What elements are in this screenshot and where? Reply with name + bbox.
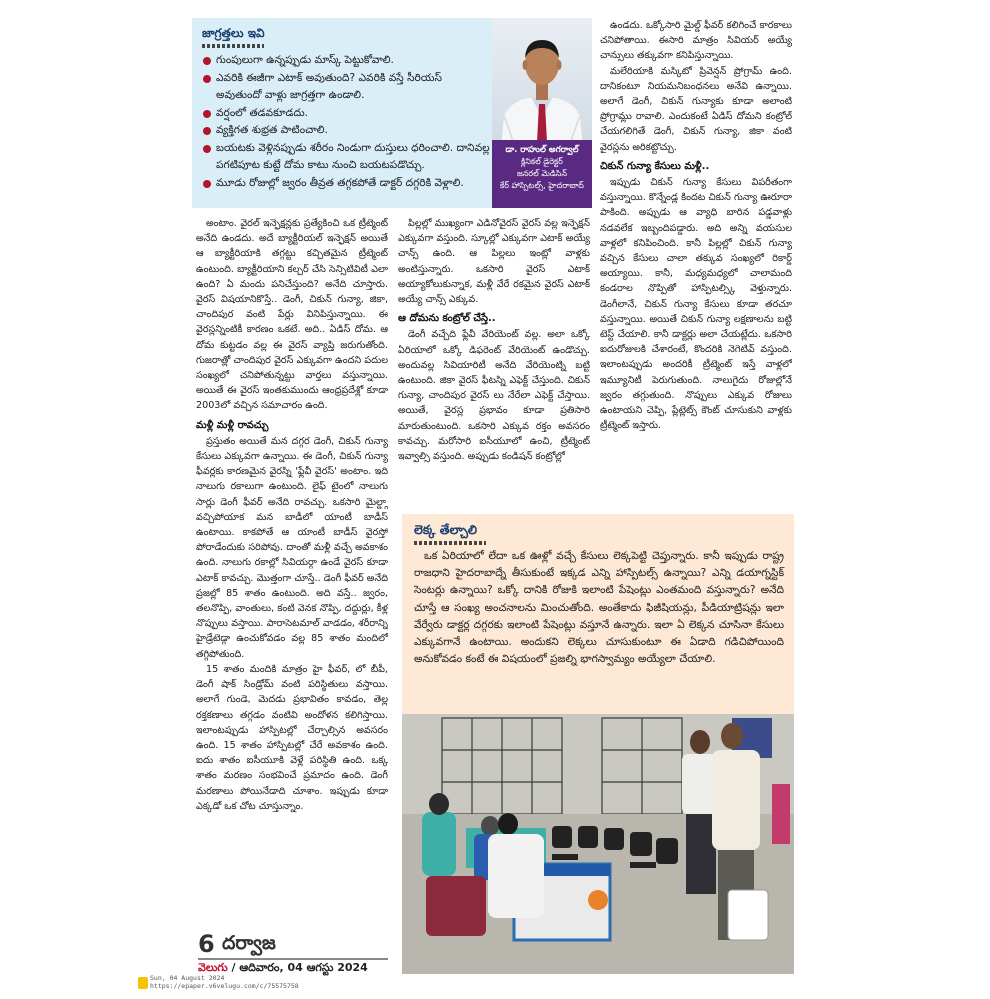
- doctor-department: జనరల్ మెడిసిన్: [516, 169, 568, 178]
- paragraph: ఇప్పుడు చికున్ గున్యా కేసులు విపరీతంగా వస్తున్నాయి. కొన్నేండ్ల కిందట చికున్ గున్యా ఊరూరా పాకింది. అప్పుడు ఆ వ్యాధి బారిన పడ్డవాళ్లు నడవలేక ఇబ్బందిపడ్డారు. అది అన్ని వయసుల వాళ్లలో కనిపించింది. కానీ పిల్లల్లో చికున్ గున్యా వచ్చిన కేసులు చాలా తక్కువ సంఖ్యలో రికార్డ్ అయ్యాయి. కానీ, మధ్యమధ్యలో చాలామంది కండరాల నొప్పితో హాస్పిటల్స్కి వెళ్తున్నారు. డెంగీలానే, చికున్ గున్యా కేసులు కూడా తరచూ వస్తున్నాయి. అయితే చికున్ గున్యా లక్షణాలను బట్టి టెస్ట్ చేయాలి. కానీ డాక్టర్లు అలా చేయట్లేదు. ఒకసారి ఐదురోజులకి చేశారంటే, కొందరికి నెగెటివ్ వస్తుంది. ఇలాంటప్పుడు అందరికీ ట్రీట్మెంట్ ఇస్తే వాళ్లలో ఇమ్యూనిటీ పెరుగుతుంది. నాలుగైదు రోజుల్లోనే జ్వరం తగ్గుతుంది. నొప్పులు ఎక్కువ రోజులు ఉంటాయని చెప్పి, ప్లేట్లెట్స్ కౌంట్ చూసుకుని వాళ్లకు ట్రీట్మెంట్ ఇస్తారు.: [600, 177, 792, 432]
- watermark-url: https://epaper.v6velugu.com/c/75575758: [150, 982, 299, 990]
- tip-item: ఎవరికి ఈజీగా ఎటాక్ అవుతుంది? ఎవరికి వస్తే సీరియస్ అవుతుందో వాళ్లు జాగ్రత్తగా ఉండాలి.: [202, 70, 490, 105]
- paragraph: పిల్లల్లో ముఖ్యంగా ఎడినోవైరస్ వైరస్ వల్ల ఇన్ఫెక్షన్ ఎక్కువగా వస్తుంది. స్కూల్లో ఎక్కువగా ఎటాక్ అయ్యే చాన్స్ ఉంది. ఆ పిల్లలు ఇంట్లో వాళ్లకు అంటిస్తున్నారు. ఒకసారి వైరస్ ఎటాక్ అయ్యాకోలుకున్నాక, మళ్లీ వేరే రకమైన వైరస్ ఎటాక్ అయ్యే చాన్స్ ఎక్కువ.: [398, 218, 590, 306]
- lekka-box: [402, 514, 794, 714]
- tip-item: గుంపులుగా ఉన్నప్పుడు మాస్క్ పెట్టుకోవాలి.: [202, 52, 490, 70]
- epaper-watermark: [150, 974, 299, 990]
- article-column-1: [196, 216, 388, 920]
- tips-box: [192, 18, 492, 208]
- article-column-3: [600, 18, 792, 506]
- tips-title: జాగ్రత్తలు ఇవి: [202, 26, 265, 40]
- page-number: 6: [198, 930, 215, 958]
- tip-item: బయటకు వెళ్లినప్పుడు శరీరం నిండుగా దుస్తులు ధరించాలి. దానివల్ల పగటిపూట కుట్టే దోమ కాటు నుంచి బయటపడొచ్చు.: [202, 140, 490, 175]
- tip-item: వర్షంలో తడవకూడదు.: [202, 105, 490, 123]
- paragraph: ఉండదు. ఒక్కోసారి మైల్డ్ ఫీవర్ కలిగించే కారకాలు చనిపోతాయి. ఈసారి మాత్రం సివియర్ అయ్యే చాన్సులు తక్కువగా కనిపిస్తున్నాయి.: [600, 20, 792, 62]
- article-column-2: [398, 216, 590, 506]
- doctor-role: క్లినికల్ డైరెక్టర్: [521, 157, 563, 166]
- brand-logo-icon: [138, 977, 148, 989]
- doctor-portrait-image: [492, 18, 592, 158]
- paragraph: మలేరియాకి మస్కిటో ప్రివెన్షన్ ప్రోగ్రామ్ ఉంది. దానికంటూ నియమనిబంధనలు అనేవి ఉన్నాయి. అలాగే డెంగీ, చికున్ గున్యాకు కూడా అలాంటి ప్రోగ్రామ్లు రావాలి. ఎందుకంటే ఏడిస్ దోమని కంట్రోల్ చేయగలిగితే డెంగీ, చికున్ గున్యా, జికా వంటి వైరస్లను అరికట్టొచ్చు.: [600, 65, 792, 153]
- doctor-hospital: కేర్ హాస్పిటల్స్, హైదరాబాద్: [500, 181, 584, 190]
- watermark-date: Sun, 04 August 2024: [150, 974, 225, 982]
- doctor-photo: [492, 18, 592, 158]
- lekka-title: లెక్క తేల్చాలి: [414, 522, 478, 537]
- paragraph: 15 శాతం మందికి మాత్రం హై ఫీవర్, లో బీపీ, డెంగీ షాక్ సిండ్రోమ్ వంటి పరిస్థితులు వస్తాయి. అలాగే గుండె, మెదడు ప్రభావితం కావడం, తెల్ల రక్తకణాలు తగ్గడం వంటివి అందోళన కలిగిస్తాయి. ఇలాంటప్పుడు హాస్పిటల్లో చేర్చాల్సిన అవసరం ఉంది. 15 శాతం హాస్పిటల్లో చేరే అవకాశం ఉంది. ఐదు శాతం ఐసీయూకి వెళ్లే పరిస్థితి ఉంది. ఒక్క శాతం మరణం సంభవించే ప్రమాదం ఉంది. డెంగీ మరణాలు పోయినేడాది చూశాం. ఇప్పుడు కూడా ఎక్కడో ఒక చోట చూస్తున్నాం.: [196, 663, 388, 812]
- tip-item: వ్యక్తిగత శుభ్రత పాటించాలి.: [202, 122, 490, 140]
- title-underline: [414, 541, 486, 545]
- paragraph: ప్రస్తుతం అయితే మన దగ్గర డెంగీ, చికున్ గున్యా కేసులు ఎక్కువగా ఉన్నాయి. ఈ డెంగీ, చికున్ గున్యా ఫీవర్లకు కారణమైన వైరస్ని 'ఫ్లేవీ వైరస్' అంటాం. ఇది నాలుగు రకాలుగా ఉంటుంది. లైఫ్ టైంలో నాలుగు సార్లు డెంగీ ఫీవర్ అనేది రావచ్చు. ఒకసారి మైల్డ్గా వచ్చిపోయాక మన బాడీలో యాంటీ బాడీస్ ఉంటాయి. కాకపోతే ఆ యాంటీ బాడీస్ వైరస్తో పోరాడేందుకు సరిపోవు. దాంతో మళ్లీ వచ్చే అవకాశం ఉంది. నాలుగు రకాల్లో సివియర్గా ఉండే వైరస్ కూడా ఎటాక్ కావచ్చు. మొత్తంగా చూస్తే.. డెంగీ ఫీవర్ అనేది ప్రజల్లో 85 శాతం ఉంటుంది. అది వస్తే.. జ్వరం, తలనొప్పి, వాంతులు, కంటి వెనక నొప్పి, దద్దుర్లు, కీళ్ల నొప్పులు వస్తాయి. పారాసెటమాల్ వాడడం, శరీరాన్ని హైడ్రేటెడ్గా ఉంచుకోవడం వల్ల 85 శాతం మందిలో తగ్గిపోతుంది.: [196, 435, 388, 660]
- hospital-ward-image: [402, 714, 794, 974]
- doctor-name: డా. రాహుల్ అగర్వాల్: [505, 145, 579, 155]
- brand-name: వెలుగు: [198, 961, 228, 974]
- paragraph: అంటాం. వైరల్ ఇన్ఫెక్షన్లకు ప్రత్యేకించి ఒక ట్రీట్మెంట్ అనేది ఉండదు. అదే బ్యాక్టీరియల్ ఇన్ఫెక్షన్ అయితే ఆ బ్యాక్టీరియాకి తగ్గట్టు కచ్చితమైన ట్రీట్మెంట్ ఉంటుంది. బ్యాక్టీరియాని కల్చర్ చేసి సెన్సిటివిటీ ఎలా ఉంది? ఏ మందు పనిచేస్తుంది? అనేది చూస్తారు. వైరస్ విషయానికొస్తే.. డెంగీ, చికున్ గున్యా, జికా, చాందిపుర వంటి పేర్లు వినిపిస్తున్నాయి. ఈ వైరస్లన్నింటికీ కారణం ఒకటే. అది.. ఏడిస్ దోమ. ఆ దోమ కుట్టడం వల్ల ఈ వైరస్ వ్యాప్తి జరుగుతోంది. గుజరాత్లో చాందిపుర వైరస్ ఎక్కువగా ఉందని పదుల సంఖ్యలో చనిపోతున్నట్టు వార్తలు వస్తున్నాయి. అయితే ఈ వైరస్ ఇంతకుముందు ఆంధ్రప్రదేశ్లో కూడా 2003లో వచ్చిన సమాచారం ఉంది.: [196, 218, 388, 412]
- tip-item: మూడు రోజుల్లో జ్వరం తీవ్రత తగ్గకపోతే డాక్టర్ దగ్గరికి వెళ్లాలి.: [202, 175, 490, 193]
- lekka-text: ఒక ఏరియాలో లేదా ఒక ఊళ్లో వచ్చే కేసులు లెక్కపెట్టి చెప్తున్నారు. కానీ ఇప్పుడు రాష్ట్ర రాజధాని హైదరాబాద్నే తీసుకుంటే ఇక్కడ ఎన్ని హాస్పిటల్స్ ఉన్నాయి? ఎన్ని డయాగ్నస్టిక్ సెంటర్లు ఉన్నాయి? ఒక్కో దానికి రోజుకి ఇలాంటి పేషెంట్లు ఎంతమంది వస్తున్నారు? అనేది చూస్తే ఆ సంఖ్య అంచనాలను మించుతోంది. అంతేకాదు ఫిజీషియన్లు, పీడియాట్రిషన్లు ఇలా వేర్వేరు డాక్టర్ల దగ్గరకు ఇలాంటి పేషెంట్లు వస్తూనే ఉన్నారు. ఇలా ఏ లెక్కన చూసినా కేసులు ఎక్కువగానే ఉంటాయి. అందుకని లెక్కలు చూసుకుంటూ ఈ ఏడాది గడిచిపోయింది అనుకోవడం కంటే ఈ విషయంలో ప్రజల్ని భాగస్వామ్యం అయ్యేలా చేయాలి.: [414, 550, 784, 666]
- footer-divider: [198, 958, 388, 960]
- section-title: దర్వాజ: [222, 932, 276, 954]
- subheading: చికున్ గున్యా కేసులు మళ్లీ..: [600, 160, 710, 172]
- paragraph: డెంగీ వచ్చేది ఫ్లేవీ వేరియెంట్ వల్ల. అలా ఒక్కో ఏరియాలో ఒక్కో డిఫరెంట్ వేరియెంట్ ఉండొచ్చు. అందువల్ల సివియారిటీ అనేది వేరియెంట్ని బట్టి ఉంటుంది. జికా వైరస్ ఫీటస్ని ఎఫెక్ట్ చేస్తుంది. చికున్ గున్యా, చాందిపుర వైరస్ లు నేరేలా ఎఫెక్ట్ చేస్తాయి. అయితే, వైరస్ల ప్రభావం కూడా ప్రతిసారి మారుతుంటుంది. ఒకసారి ఎక్కువ రక్తం అవసరం కావచ్చు. మరోసారి ఐసీయూలో ఉంచి, ట్రీట్మెంట్ ఇవ్వాల్సి వస్తుంది. అప్పుడు కండిషన్ కంట్రోల్లో: [398, 329, 590, 463]
- hospital-photo: [402, 714, 794, 974]
- doctor-caption: [492, 140, 592, 208]
- tips-list: [202, 52, 490, 192]
- footer-date: / ఆదివారం, 04 ఆగస్టు 2024: [227, 961, 368, 974]
- subheading: ఆ దోమను కంట్రోల్ చేస్తే..: [398, 313, 496, 325]
- title-underline: [202, 44, 264, 48]
- subheading: మళ్లీ మళ్లీ రావచ్చు: [196, 419, 269, 431]
